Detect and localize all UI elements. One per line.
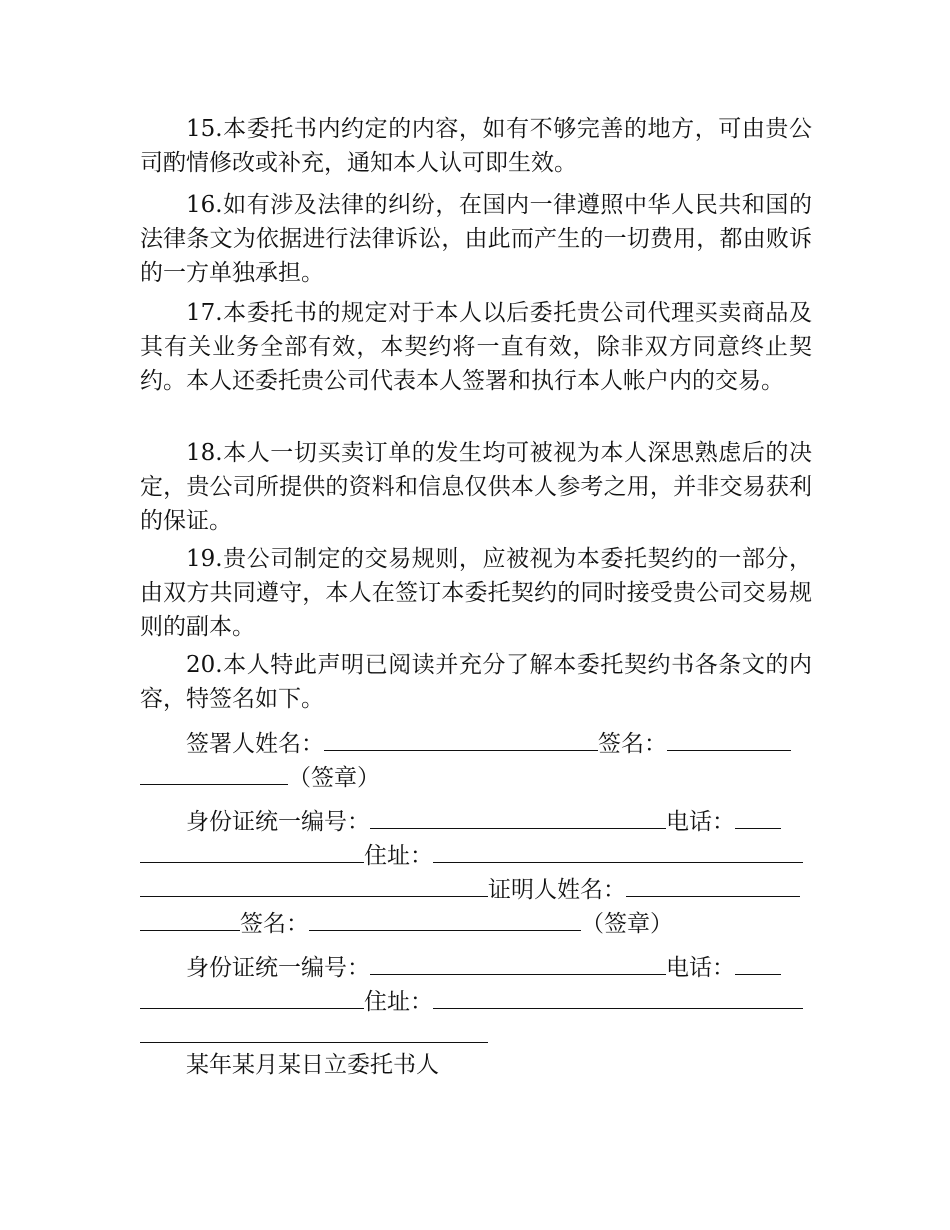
- signature-field-cont[interactable]: [140, 760, 288, 785]
- id2-line-1: [186, 950, 781, 985]
- clause-number: 20.: [186, 652, 223, 678]
- id-label: 身份证统一编号：: [186, 809, 370, 835]
- id2-label: 身份证统一编号：: [186, 955, 370, 981]
- clause-text: 如有涉及法律的纠纷，在国内一律遵照中华人民共和国的法律条文为依据进行法律诉讼，由此而产生的一切费用，都由败诉的一方单独承担。: [140, 192, 812, 286]
- clause-15: [140, 112, 812, 180]
- address-label: 住址：: [364, 843, 433, 869]
- clause-number: 19.: [186, 546, 223, 572]
- phone-label: 电话：: [666, 809, 735, 835]
- signer-line-2: [140, 760, 380, 795]
- signer-name-field[interactable]: [324, 726, 598, 751]
- id-line-2: [140, 838, 803, 873]
- address-field[interactable]: [433, 838, 803, 863]
- signature-label: 签名：: [598, 731, 667, 757]
- clause-number: 15.: [186, 116, 223, 142]
- signature-field[interactable]: [667, 726, 791, 751]
- clause-number: 16.: [186, 192, 223, 218]
- phone-field[interactable]: [735, 804, 781, 829]
- witness-seal-label: （签章）: [581, 911, 673, 937]
- clause-18: [140, 436, 812, 538]
- id-line-1: [186, 804, 781, 839]
- signer-name-label: 签署人姓名：: [186, 731, 324, 757]
- clause-text: 贵公司制定的交易规则，应被视为本委托契约的一部分，由双方共同遵守，本人在签订本委托契约的同时接受贵公司交易规则的副本。: [140, 546, 812, 640]
- witness-name-field[interactable]: [626, 872, 800, 897]
- phone-field-cont[interactable]: [140, 838, 364, 863]
- clause-20: [140, 648, 812, 716]
- address-field-cont[interactable]: [140, 872, 488, 897]
- signer-line-1: [186, 726, 791, 761]
- address2-label: 住址：: [364, 989, 433, 1015]
- clause-17: [140, 296, 812, 398]
- seal-label: （签章）: [288, 765, 380, 791]
- phone2-field-cont[interactable]: [140, 984, 364, 1009]
- clause-number: 17.: [186, 300, 223, 326]
- clause-text: 本人特此声明已阅读并充分了解本委托契约书各条文的内容，特签名如下。: [140, 652, 812, 712]
- clause-19: [140, 542, 812, 644]
- witness-name-label: 证明人姓名：: [488, 877, 626, 903]
- id-line-4: [140, 906, 673, 941]
- clause-text: 本人一切买卖订单的发生均可被视为本人深思熟虑后的决定，贵公司所提供的资料和信息仅供本人参考之用，并非交易获利的保证。: [140, 440, 812, 534]
- witness-name-field-cont[interactable]: [140, 906, 240, 931]
- clause-16: [140, 188, 812, 290]
- address2-field[interactable]: [433, 984, 803, 1009]
- id-field[interactable]: [370, 804, 666, 829]
- id-line-3: [140, 872, 800, 907]
- clause-number: 18.: [186, 440, 223, 466]
- witness-signature-field[interactable]: [309, 906, 581, 931]
- clause-text: 本委托书的规定对于本人以后委托贵公司代理买卖商品及其有关业务全部有效，本契约将一直有效，除非双方同意终止契约。本人还委托贵公司代表本人签署和执行本人帐户内的交易。: [140, 300, 812, 394]
- phone2-field[interactable]: [735, 950, 781, 975]
- witness-signature-label: 签名：: [240, 911, 309, 937]
- address2-field-cont[interactable]: [140, 1018, 488, 1043]
- id2-line-2: [140, 984, 803, 1019]
- phone2-label: 电话：: [666, 955, 735, 981]
- closing-line: 某年某月某日立委托书人: [186, 1052, 439, 1078]
- id2-field[interactable]: [370, 950, 666, 975]
- clause-text: 本委托书内约定的内容，如有不够完善的地方，可由贵公司酌情修改或补充，通知本人认可即生效。: [140, 116, 812, 176]
